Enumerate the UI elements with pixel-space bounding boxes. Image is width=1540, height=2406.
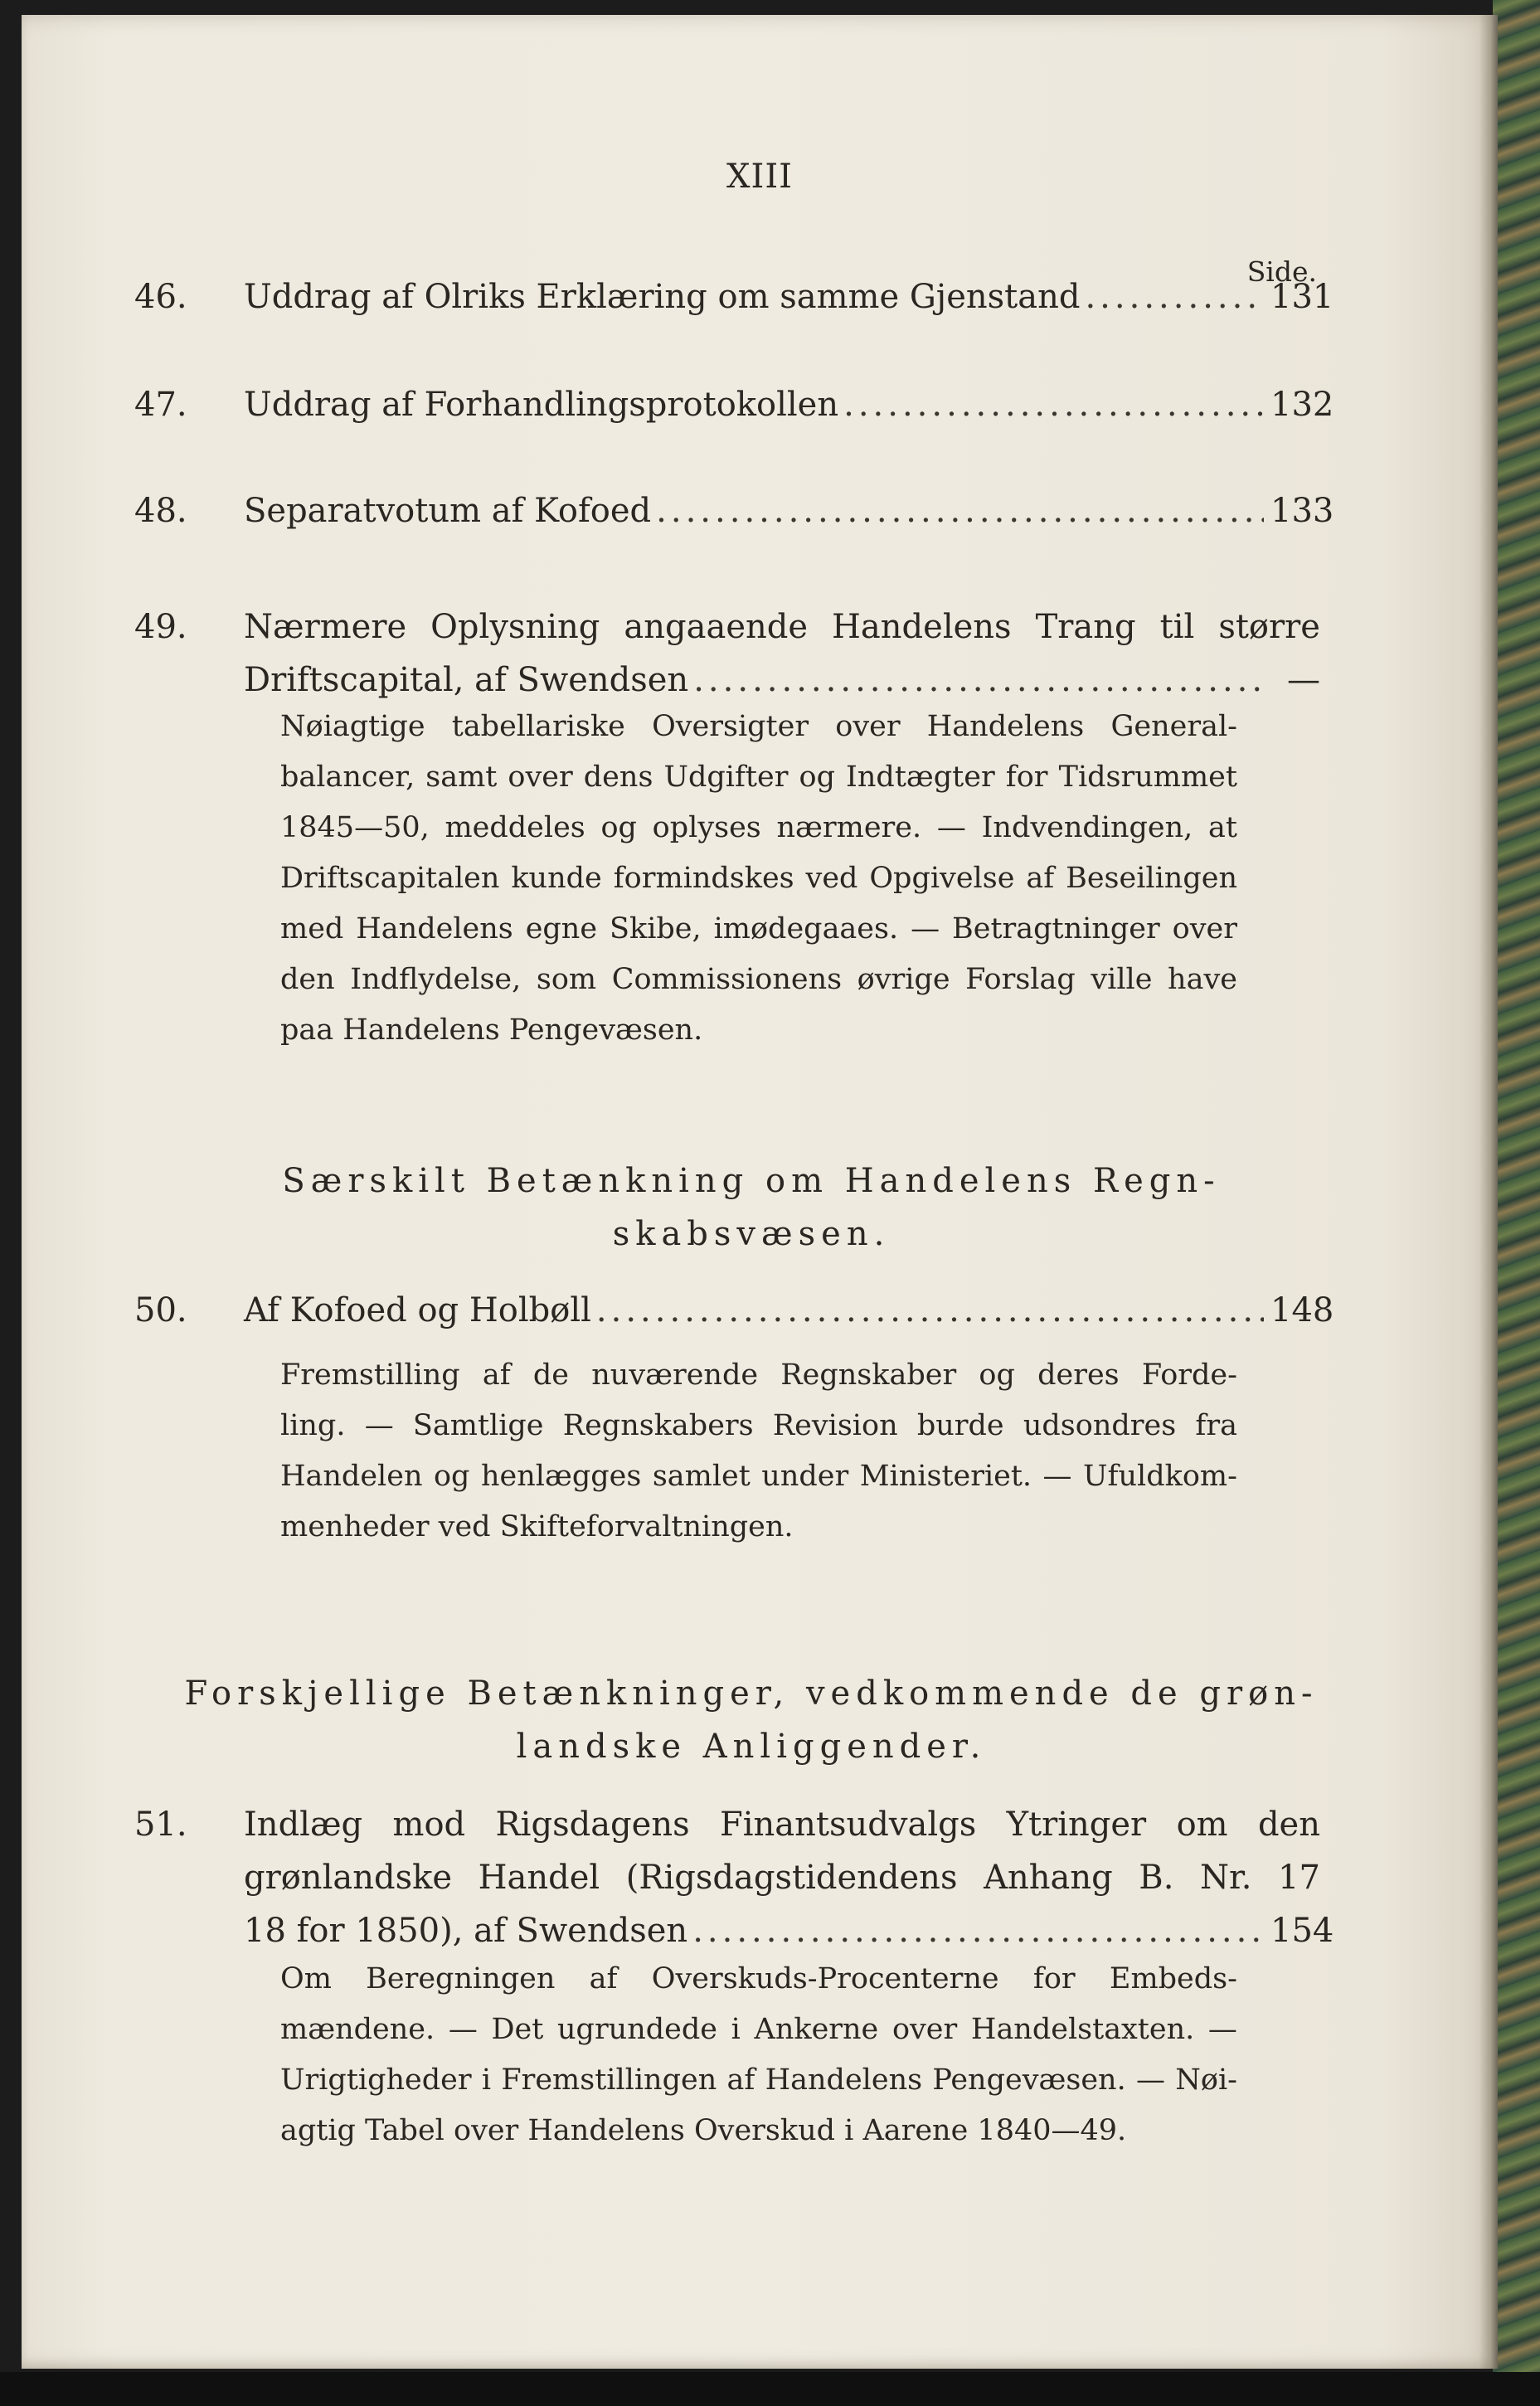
- entry-number: 51.: [134, 1806, 187, 1844]
- summary-word: Handelen: [280, 1460, 423, 1493]
- summary-word: dens: [583, 761, 653, 794]
- summary-word: have: [1168, 963, 1237, 996]
- entry-number: 49.: [134, 608, 187, 646]
- summary-word: i: [731, 2013, 741, 2046]
- summary-word: over: [835, 710, 901, 743]
- summary-word: Samtlige: [412, 1409, 544, 1442]
- summary-word: som: [536, 963, 597, 996]
- summary-word: Fremstillingen: [501, 2063, 717, 2097]
- entry-line: [244, 1284, 1334, 1337]
- summary-word: Indtægter: [846, 761, 995, 794]
- toc-entry-46: [134, 270, 1334, 323]
- page-number: XIII: [726, 158, 793, 196]
- summary-line: [280, 955, 1237, 1005]
- summary-word: oplyses: [652, 811, 761, 844]
- summary-word: over: [508, 761, 573, 794]
- summary-word: Beseilingen: [1066, 862, 1237, 895]
- summary-word: under: [761, 1460, 849, 1493]
- title-word: Finantsudvalgs: [719, 1806, 977, 1844]
- summary-word: nuværende: [591, 1359, 759, 1392]
- summary-word: —: [1042, 1460, 1072, 1493]
- heading-line: landske Anliggender.: [516, 1728, 987, 1766]
- title-word: til: [1159, 608, 1195, 646]
- toc-entry-47: [134, 378, 1334, 431]
- title-word: angaaende: [624, 608, 809, 646]
- summary-word: over: [1172, 912, 1237, 945]
- summary-word: Opgivelse: [869, 862, 1015, 895]
- summary-word: Indflydelse,: [350, 963, 522, 996]
- summary-word: burde: [916, 1409, 1004, 1442]
- entry-page: 148: [1270, 1291, 1334, 1329]
- summary-word: Handelens: [926, 710, 1085, 743]
- summary-line: agtig Tabel over Handelens Overskud i Aarene 1840—49.: [280, 2114, 1127, 2147]
- entry-title: Uddrag af Forhandlingsprotokollen: [244, 386, 839, 424]
- summary-word: Oversigter: [652, 710, 809, 743]
- summary-word: udsondres: [1023, 1409, 1177, 1442]
- summary-word: Tidsrummet: [1058, 761, 1237, 794]
- summary-word: General-: [1110, 710, 1237, 743]
- summary-word: og: [600, 811, 637, 844]
- summary-word: for: [1005, 761, 1048, 794]
- summary-word: —: [1207, 2013, 1237, 2046]
- title-word: Handelens: [832, 608, 1012, 646]
- summary-word: og: [433, 1460, 470, 1493]
- entry-page: 131: [1270, 278, 1334, 316]
- leader-dots: [843, 378, 1264, 431]
- summary-word: den: [280, 963, 335, 996]
- summary-word: deres: [1037, 1359, 1120, 1392]
- section-heading-accounts: [179, 1154, 1324, 1261]
- title-word: B.: [1139, 1859, 1174, 1897]
- summary-line: [280, 1350, 1237, 1401]
- entry-title: Separatvotum af Kofoed: [244, 492, 652, 530]
- entry-number: 48.: [134, 492, 187, 530]
- summary-line: [280, 803, 1237, 853]
- entry-51-summary: [280, 1954, 1237, 2156]
- summary-word: Nøi-: [1175, 2063, 1237, 2097]
- summary-word: —: [364, 1409, 394, 1442]
- entry-49-summary: [280, 702, 1237, 1056]
- entry-title: [244, 600, 1320, 654]
- summary-word: Ankerne: [754, 2013, 879, 2046]
- summary-word: —: [936, 811, 966, 844]
- entry-number: 47.: [134, 386, 187, 424]
- summary-word: Ministeriet.: [859, 1460, 1032, 1493]
- summary-word: over: [891, 2013, 958, 2046]
- summary-line: menheder ved Skifteforvaltningen.: [280, 1510, 794, 1543]
- summary-word: og: [799, 761, 835, 794]
- entry-number: 46.: [134, 278, 187, 316]
- section-heading-greenland: [179, 1667, 1324, 1773]
- entry-title: [244, 1798, 1320, 1851]
- summary-word: ved: [805, 862, 858, 895]
- summary-word: samt: [425, 761, 498, 794]
- toc-entry-50: [134, 1284, 1334, 1337]
- leader-dots: [693, 654, 1264, 707]
- summary-line: [280, 702, 1237, 752]
- summary-word: Beregningen: [366, 1962, 556, 1995]
- summary-line: [280, 752, 1237, 803]
- title-word: (Rigsdagstidendens: [625, 1859, 958, 1897]
- title-word: Indlæg: [244, 1806, 363, 1844]
- summary-word: Regnskaber: [780, 1359, 957, 1392]
- summary-line: paa Handelens Pengevæsen.: [280, 1013, 703, 1047]
- summary-word: Forde-: [1141, 1359, 1237, 1392]
- summary-line: [280, 853, 1237, 904]
- title-word: Oplysning: [430, 608, 600, 646]
- leader-dots: [692, 1904, 1264, 1957]
- heading-line: Forskjellige Betænkninger, vedkommende de grøn-: [184, 1674, 1319, 1713]
- summary-word: imødegaaes.: [713, 912, 899, 945]
- summary-word: af: [482, 1359, 511, 1392]
- summary-word: og: [979, 1359, 1015, 1392]
- summary-word: Betragtninger: [952, 912, 1160, 945]
- summary-word: i: [481, 2063, 492, 2097]
- summary-word: 1845—50,: [280, 811, 430, 844]
- summary-word: egne: [525, 912, 598, 945]
- summary-word: Nøiagtige: [280, 710, 425, 743]
- summary-word: kunde: [511, 862, 602, 895]
- summary-line: [280, 2005, 1237, 2055]
- toc-entry-49: [134, 600, 1320, 707]
- summary-word: nærmere.: [776, 811, 922, 844]
- summary-line: [280, 904, 1237, 955]
- summary-word: Urigtigheder: [280, 2063, 472, 2097]
- summary-word: at: [1208, 811, 1237, 844]
- summary-word: henlægges: [480, 1460, 642, 1493]
- summary-word: Handelstaxten.: [970, 2013, 1195, 2046]
- title-word: grønlandske: [244, 1859, 453, 1897]
- entry-title: Af Kofoed og Holbøll: [244, 1291, 591, 1329]
- entry-line: [244, 1851, 1320, 1904]
- summary-word: Driftscapitalen: [280, 862, 500, 895]
- summary-word: ugrundede: [557, 2013, 717, 2046]
- entry-line: [244, 270, 1334, 323]
- toc-entry-48: [134, 484, 1334, 537]
- entry-title-cont: 18 for 1850), af Swendsen: [244, 1912, 688, 1950]
- summary-word: mændene.: [280, 2013, 435, 2046]
- summary-line: [280, 1401, 1237, 1451]
- title-word: større: [1218, 608, 1320, 646]
- title-word: Trang: [1035, 608, 1136, 646]
- summary-word: Om: [280, 1962, 332, 1995]
- entry-line: [244, 1904, 1334, 1957]
- summary-word: balancer,: [280, 761, 415, 794]
- title-word: Nærmere: [244, 608, 407, 646]
- side-column-label: Side.: [1246, 255, 1317, 288]
- summary-word: ville: [1091, 963, 1153, 996]
- toc-entry-51: [134, 1798, 1334, 1957]
- summary-word: Pengevæsen.: [932, 2063, 1126, 2097]
- summary-line: [280, 1954, 1237, 2005]
- entry-line: [244, 1798, 1320, 1851]
- entry-50-summary: [280, 1350, 1237, 1553]
- title-word: mod: [392, 1806, 466, 1844]
- summary-word: —: [1135, 2063, 1165, 2097]
- summary-word: Regnskabers: [562, 1409, 754, 1442]
- entry-line: [244, 484, 1334, 537]
- heading-line: skabsvæsen.: [612, 1215, 891, 1253]
- summary-word: af: [726, 2063, 755, 2097]
- title-word: 17: [1278, 1859, 1320, 1897]
- entry-line: [244, 654, 1320, 707]
- summary-word: formindskes: [613, 862, 794, 895]
- summary-word: Forslag: [965, 963, 1076, 996]
- scan-background-edge: [1493, 0, 1540, 2406]
- summary-word: ling.: [280, 1409, 346, 1442]
- title-word: om: [1176, 1806, 1228, 1844]
- entry-title: Uddrag af Olriks Erklæring om samme Gjenstand: [244, 278, 1081, 316]
- title-word: Anhang: [984, 1859, 1113, 1897]
- summary-word: Handelens: [765, 2063, 923, 2097]
- summary-word: —: [448, 2013, 478, 2046]
- summary-word: de: [532, 1359, 570, 1392]
- entry-number: 50.: [134, 1291, 187, 1329]
- scan-background-bottom: [0, 2372, 1540, 2406]
- title-word: den: [1257, 1806, 1320, 1844]
- summary-word: af: [589, 1962, 618, 1995]
- summary-word: Det: [491, 2013, 544, 2046]
- summary-word: fra: [1195, 1409, 1237, 1442]
- entry-page: 132: [1270, 386, 1334, 424]
- summary-line: [280, 1451, 1237, 1502]
- summary-word: samlet: [652, 1460, 751, 1493]
- summary-word: tabellariske: [451, 710, 625, 743]
- entry-line: [244, 378, 1334, 431]
- summary-word: Embeds-: [1109, 1962, 1237, 1995]
- title-word: Rigsdagens: [495, 1806, 690, 1844]
- summary-word: Udgifter: [663, 761, 789, 794]
- entry-title-cont: Driftscapital, af Swendsen: [244, 661, 689, 699]
- heading-line: Særskilt Betænkning om Handelens Regn-: [282, 1162, 1221, 1200]
- summary-word: —: [911, 912, 940, 945]
- entry-page: —: [1287, 661, 1320, 699]
- summary-word: Fremstilling: [280, 1359, 460, 1392]
- summary-word: Revision: [772, 1409, 898, 1442]
- summary-word: Indvendingen,: [981, 811, 1193, 844]
- summary-word: Ufuldkom-: [1083, 1460, 1237, 1493]
- summary-word: af: [1026, 862, 1055, 895]
- summary-word: meddeles: [445, 811, 585, 844]
- entry-title-cont: [244, 1851, 1320, 1904]
- leader-dots: [596, 1284, 1264, 1337]
- entry-page: 154: [1270, 1912, 1334, 1950]
- summary-word: med: [280, 912, 344, 945]
- summary-word: Skibe,: [610, 912, 702, 945]
- entry-page: 133: [1270, 492, 1334, 530]
- leader-dots: [1085, 270, 1264, 323]
- leader-dots: [656, 484, 1264, 537]
- title-word: Ytringer: [1006, 1806, 1147, 1844]
- page-edge-shadow: [1479, 15, 1498, 2369]
- summary-word: Commissionens: [611, 963, 843, 996]
- book-page: [22, 15, 1498, 2369]
- title-word: Handel: [478, 1859, 600, 1897]
- title-word: Nr.: [1200, 1859, 1252, 1897]
- summary-line: [280, 2055, 1237, 2106]
- summary-word: øvrige: [857, 963, 950, 996]
- entry-line: [244, 600, 1320, 654]
- summary-word: Handelens: [356, 912, 513, 945]
- summary-word: Overskuds-Procenterne: [651, 1962, 999, 1995]
- summary-word: for: [1032, 1962, 1076, 1995]
